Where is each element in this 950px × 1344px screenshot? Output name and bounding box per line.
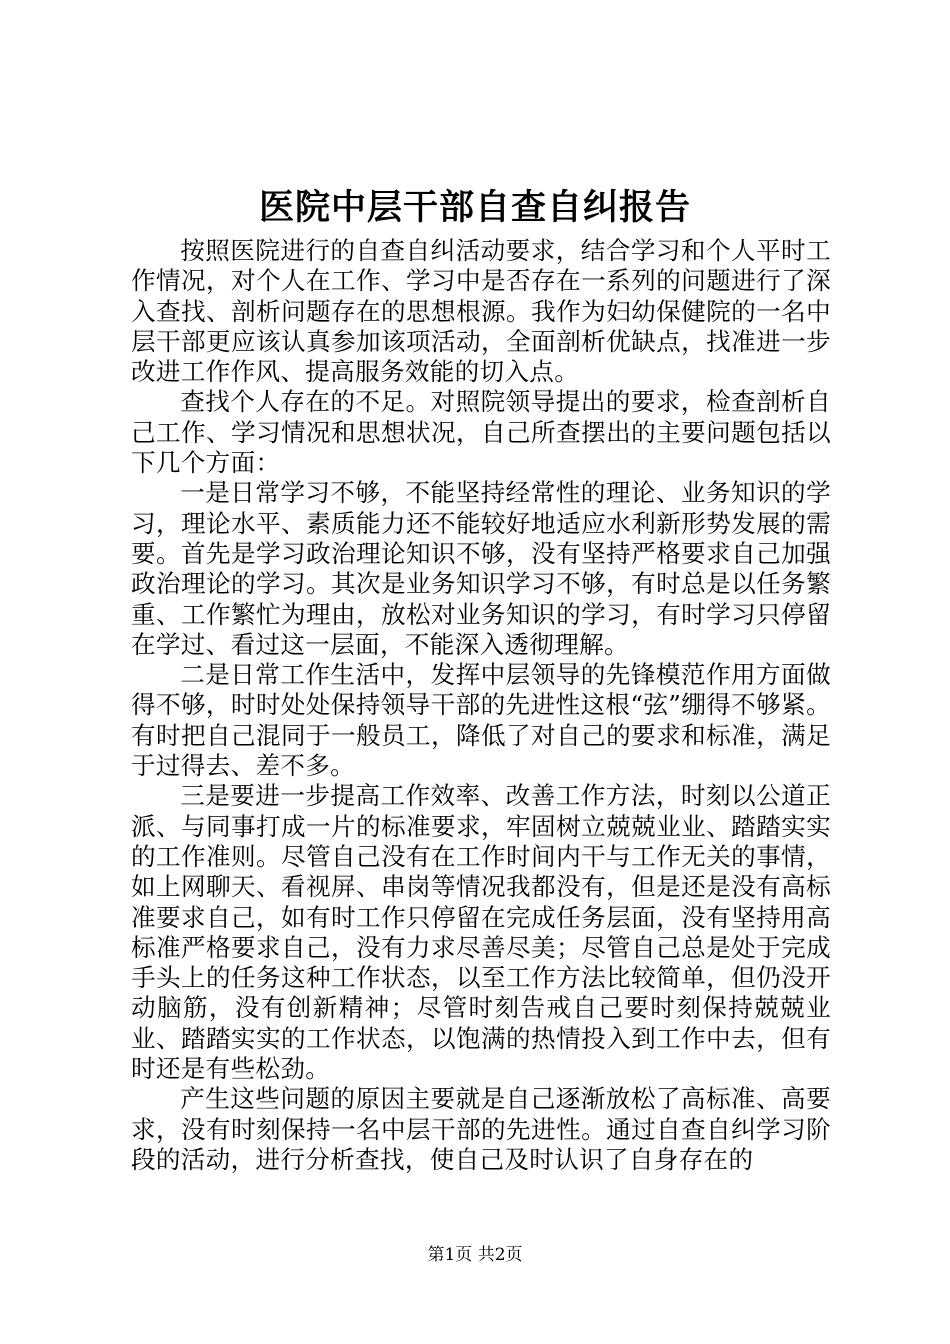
document-body — [131, 236, 831, 1175]
document-title: 医院中层干部自查自纠报告 — [258, 187, 691, 228]
paragraph-point-two: 二是日常工作生活中，发挥中层领导的先锋模范作用方面做得不够，时时处处保持领导干部的先进性这根“弦”绷得不够紧。有时把自己混同于一般员工，降低了对自己的要求和标准，满足于过得去、差不多。 — [131, 660, 831, 781]
paragraph-point-one: 一是日常学习不够，不能坚持经常性的理论、业务知识的学习，理论水平、素质能力还不能较好地适应水利新形势发展的需要。首先是学习政治理论知识不够，没有坚持严格要求自己加强政治理论的学习。其次是业务知识学习不够，有时总是以任务繁重、工作繁忙为理由，放松对业务知识的学习，有时学习只停留在学过、看过这一层面，不能深入透彻理解。 — [131, 478, 831, 659]
paragraph-shortcomings: 查找个人存在的不足。对照院领导提出的要求，检查剖析自己工作、学习情况和思想状况，自己所查摆出的主要问题包括以下几个方面： — [131, 387, 831, 478]
paragraph-point-three: 三是要进一步提高工作效率、改善工作方法，时刻以公道正派、与同事打成一片的标准要求，牢固树立兢兢业业、踏踏实实的工作准则。尽管自己没有在工作时间内干与工作无关的事情，如上网聊天、看视屏、串岗等情况我都没有，但是还是没有高标准要求自己，如有时工作只停留在完成任务层面，没有坚持用高标准严格要求自己，没有力求尽善尽美；尽管自己总是处于完成手头上的任务这种工作状态，以至工作方法比较简单，但仍没开动脑筋，没有创新精神；尽管时刻告戒自己要时刻保持兢兢业业、踏踏实实的工作状态，以饱满的热情投入到工作中去，但有时还是有些松劲。 — [131, 781, 831, 1084]
paragraph-intro: 按照医院进行的自查自纠活动要求，结合学习和个人平时工作情况，对个人在工作、学习中是否存在一系列的问题进行了深入查找、剖析问题存在的思想根源。我作为妇幼保健院的一名中层干部更应该认真参加该项活动，全面剖析优缺点，找准进一步改进工作作风、提高服务效能的切入点。 — [131, 236, 831, 387]
page-number-footer: 第1页 共2页 — [427, 1245, 523, 1265]
paragraph-causes: 产生这些问题的原因主要就是自己逐渐放松了高标准、高要求，没有时刻保持一名中层干部的先进性。通过自查自纠学习阶段的活动，进行分析查找，使自己及时认识了自身存在的 — [131, 1084, 831, 1174]
